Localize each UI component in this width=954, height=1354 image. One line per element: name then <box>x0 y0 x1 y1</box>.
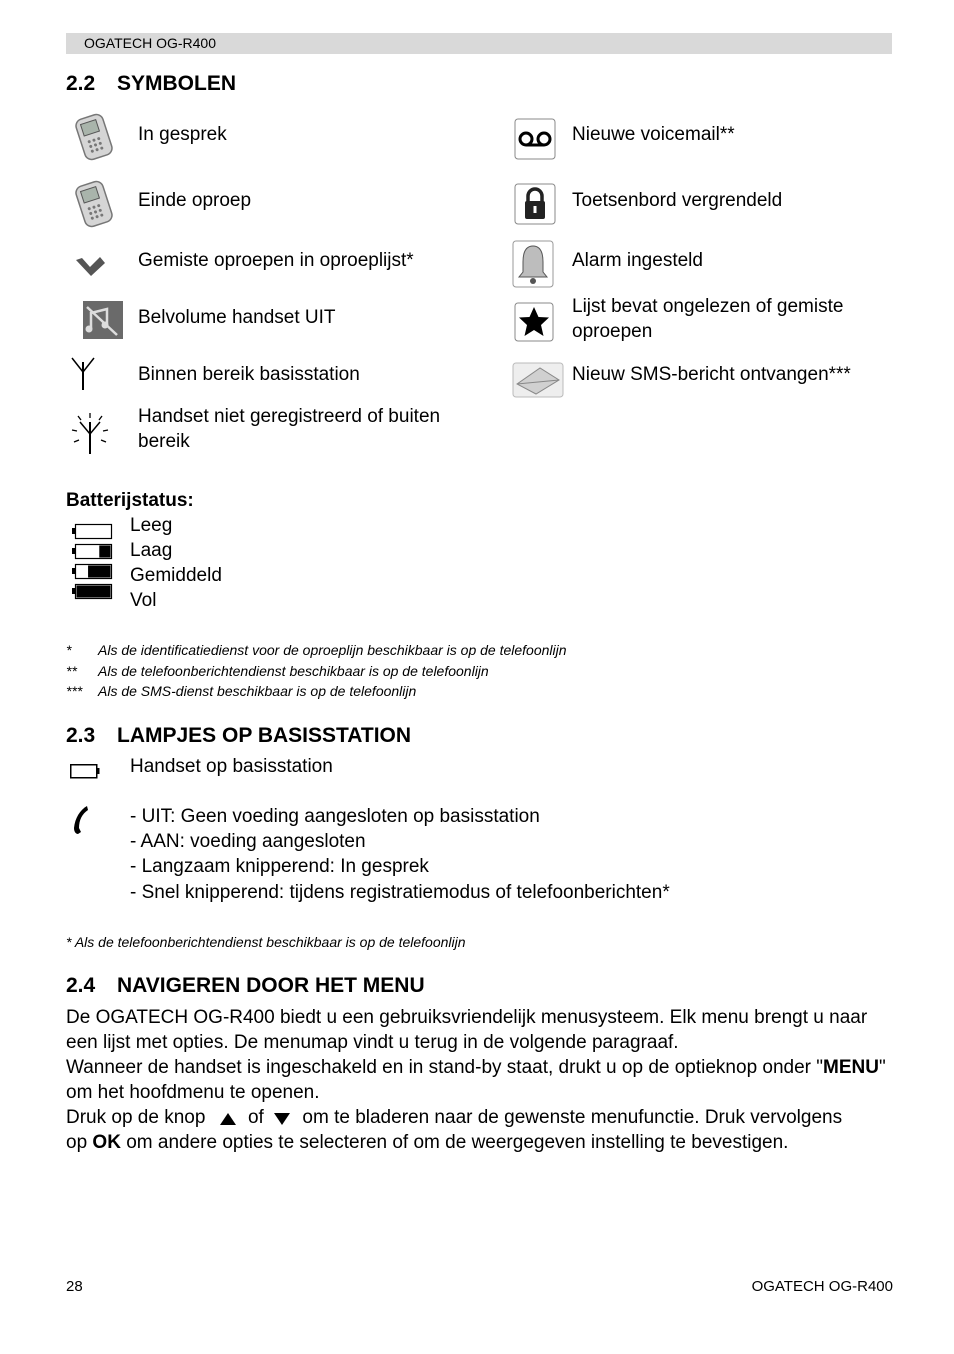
symbol-label: Einde oproep <box>138 190 252 211</box>
antenna-flashing-icon <box>70 412 110 456</box>
power-lamp-phone-icon <box>72 804 92 836</box>
battery-icons <box>72 522 114 602</box>
footnote-mark: * <box>66 642 72 658</box>
missed-call-arrow-icon <box>74 254 108 278</box>
phone-icon <box>72 113 120 161</box>
battery-title: Batterijstatus: <box>66 490 194 511</box>
symbol-label: Toetsenbord vergrendeld <box>572 190 783 211</box>
menu-paragraph-3-line-1: Druk op de knop of om te bladeren naar de gewenste menufunctie. Druk vervolgens <box>66 1107 843 1128</box>
battery-gemiddeld-icon <box>72 565 112 579</box>
power-lamp-line: - Langzaam knipperend: In gesprek <box>130 856 429 877</box>
battery-label: Vol <box>130 590 157 611</box>
footnote-text: Als de telefoonberichtendienst beschikbaar is op de telefoonlijn <box>98 663 489 679</box>
symbol-label: Binnen bereik basisstation <box>138 364 360 385</box>
up-arrow-icon <box>219 1112 237 1126</box>
section-title-lamps: 2.3 LAMPJES OP BASISSTATION <box>66 724 412 747</box>
symbol-label: Nieuwe voicemail** <box>572 124 735 145</box>
battery-laag-icon <box>72 545 112 559</box>
sms-envelope-icon <box>512 362 564 398</box>
star-list-icon <box>514 302 554 342</box>
ringer-off-icon <box>83 301 123 339</box>
footnote-mark: ** <box>66 663 77 679</box>
voicemail-icon <box>514 118 556 160</box>
symbol-label: Gemiste oproepen in oproeplijst* <box>138 250 414 271</box>
power-lamp-line: - AAN: voeding aangesloten <box>130 831 366 852</box>
battery-leeg-icon <box>72 525 112 539</box>
battery-vol-icon <box>72 585 112 599</box>
menu-paragraph-2: Wanneer de handset is ingeschakeld en in stand-by staat, drukt u op de optieknop onder "MENU" om het hoofdmenu te openen. <box>66 1057 886 1103</box>
alarm-bell-icon <box>512 240 554 288</box>
battery-label: Gemiddeld <box>130 565 222 586</box>
symbol-label: Nieuw SMS-bericht ontvangen*** <box>572 364 851 385</box>
footnote-text: Als de SMS-dienst beschikbaar is op de telefoonlijn <box>98 683 417 699</box>
lamps-footnote: * Als de telefoonberichtendienst beschikbaar is op de telefoonlijn <box>66 934 466 950</box>
battery-label: Leeg <box>130 515 173 536</box>
page-number: 28 <box>66 1278 83 1295</box>
header-title: OGATECH OG-R400 <box>84 35 216 51</box>
footnote-text: Als de identificatiedienst voor de oproeplijn beschikbaar is op de telefoonlijn <box>98 642 567 658</box>
symbol-label: Lijst bevat ongelezen of gemiste oproepen <box>572 296 844 342</box>
power-lamp-line: - UIT: Geen voeding aangesloten op basisstation <box>130 806 540 827</box>
symbol-label: Alarm ingesteld <box>572 250 703 271</box>
power-lamp-line: - Snel knipperend: tijdens registratiemodus of telefoonberichten* <box>130 882 670 903</box>
handset-lamp-label: Handset op basisstation <box>130 756 333 777</box>
battery-label: Laag <box>130 540 173 561</box>
symbol-label: In gesprek <box>138 124 227 145</box>
menu-keyword: MENU <box>823 1057 879 1078</box>
menu-paragraph-1: De OGATECH OG-R400 biedt u een gebruiksvriendelijk menusysteem. Elk menu brengt u naar een lijst met opties. De menumap vindt u terug in de volgende paragraaf. <box>66 1007 868 1053</box>
section-title-menu: 2.4 NAVIGEREN DOOR HET MENU <box>66 974 425 997</box>
down-arrow-icon <box>273 1112 291 1126</box>
symbol-label: Handset niet geregistreerd of buiten bereik <box>138 406 441 452</box>
antenna-icon <box>70 356 96 392</box>
footnote-mark: *** <box>66 683 83 699</box>
keypad-lock-icon <box>514 183 556 225</box>
ok-keyword: OK <box>92 1132 121 1153</box>
menu-paragraph-3-line-2: op OK om andere opties te selecteren of om de weergegeven instelling te bevestigen. <box>66 1132 789 1153</box>
section-title-symbols: 2.2 SYMBOLEN <box>66 72 237 95</box>
handset-lamp-icon <box>70 764 100 780</box>
footer-title: OGATECH OG-R400 <box>751 1278 893 1295</box>
symbol-label: Belvolume handset UIT <box>138 307 336 328</box>
phone-icon <box>72 180 120 228</box>
